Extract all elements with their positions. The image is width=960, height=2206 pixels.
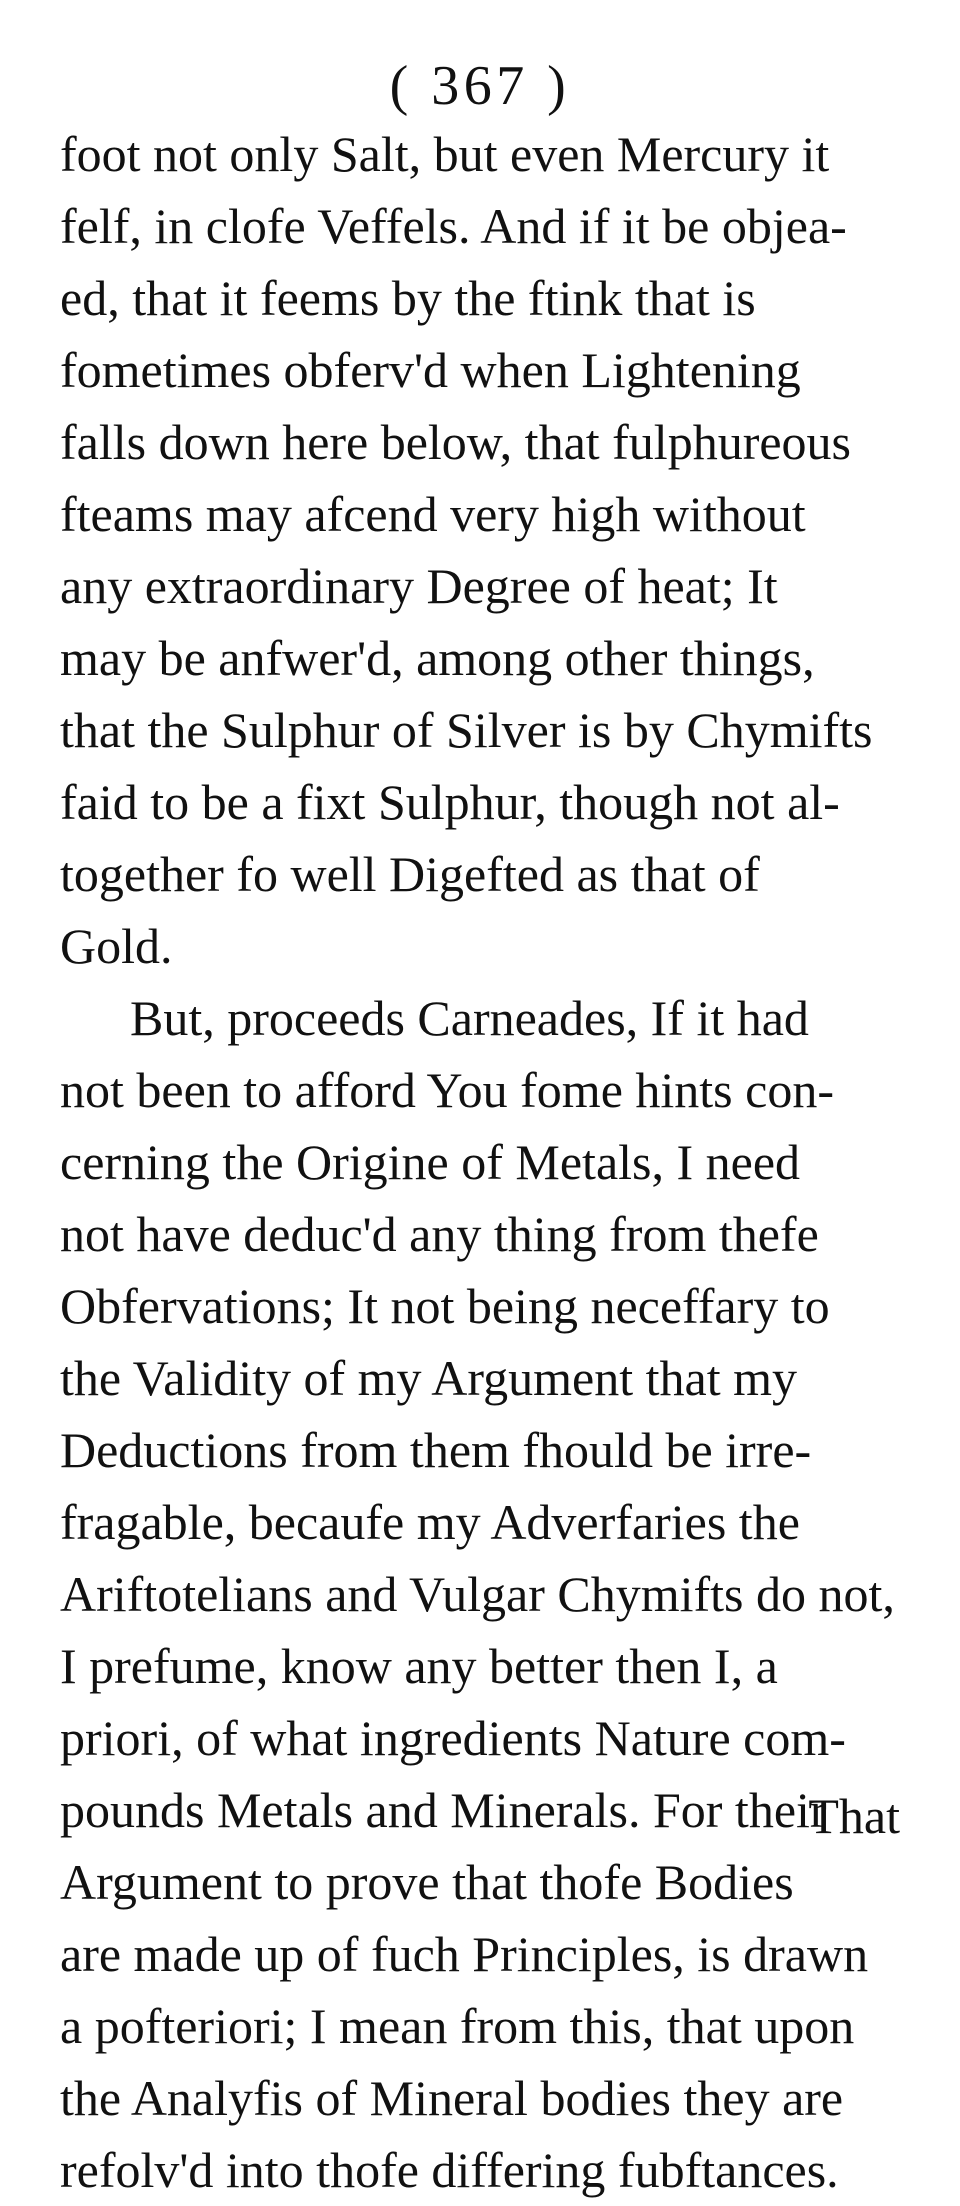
catchword: That — [808, 1788, 900, 1844]
text-line: a pofteriori; I mean from this, that upon — [60, 1998, 855, 2054]
text-line: I prefume, know any better then I, a — [60, 1638, 778, 1694]
text-line: faid to be a fixt Sulphur, though not al- — [60, 774, 840, 830]
text-line: not been to afford You fome hints con- — [60, 1062, 834, 1118]
text-line: the Validity of my Argument that my — [60, 1350, 797, 1406]
text-line: any extraordinary Degree of heat; It — [60, 558, 778, 614]
text-line: pounds Metals and Minerals. For their — [60, 1782, 827, 1838]
text-line: refolv'd into thofe differing fubftances. — [60, 2142, 839, 2198]
text-line: Argument to prove that thofe Bodies — [60, 1854, 794, 1910]
text-line: not have deduc'd any thing from thefe — [60, 1206, 819, 1262]
text-line: fragable, becaufe my Adverfaries the — [60, 1494, 800, 1550]
text-line: foot not only Salt, but even Mercury it — [60, 126, 830, 182]
text-line: fometimes obferv'd when Lightening — [60, 342, 801, 398]
text-line: priori, of what ingredients Nature com- — [60, 1710, 846, 1766]
body-text — [60, 118, 900, 2206]
page-number: ( 367 ) — [389, 55, 571, 117]
text-line: fteams may afcend very high without — [60, 486, 806, 542]
text-line: Deductions from them fhould be irre- — [60, 1422, 812, 1478]
text-line: cerning the Origine of Metals, I need — [60, 1134, 801, 1190]
text-line: Obfervations; It not being neceffary to — [60, 1278, 830, 1334]
text-line: falls down here below, that fulphureous — [60, 414, 851, 470]
text-line: together fo well Digefted as that of — [60, 846, 760, 902]
text-line: felf, in clofe Veffels. And if it be objea- — [60, 198, 847, 254]
text-line: the Analyfis of Mineral bodies they are — [60, 2070, 844, 2126]
text-line: may be anfwer'd, among other things, — [60, 630, 815, 686]
paragraph-start-line: But, proceeds Carneades, If it had — [130, 990, 809, 1046]
text-line: Ariftotelians and Vulgar Chymifts do not, — [60, 1566, 895, 1622]
text-line: are made up of fuch Principles, is drawn — [60, 1926, 869, 1982]
text-line: ed, that it feems by the ftink that is — [60, 270, 756, 326]
text-line: Gold. — [60, 918, 173, 974]
text-line: that the Sulphur of Silver is by Chymifts — [60, 702, 873, 758]
